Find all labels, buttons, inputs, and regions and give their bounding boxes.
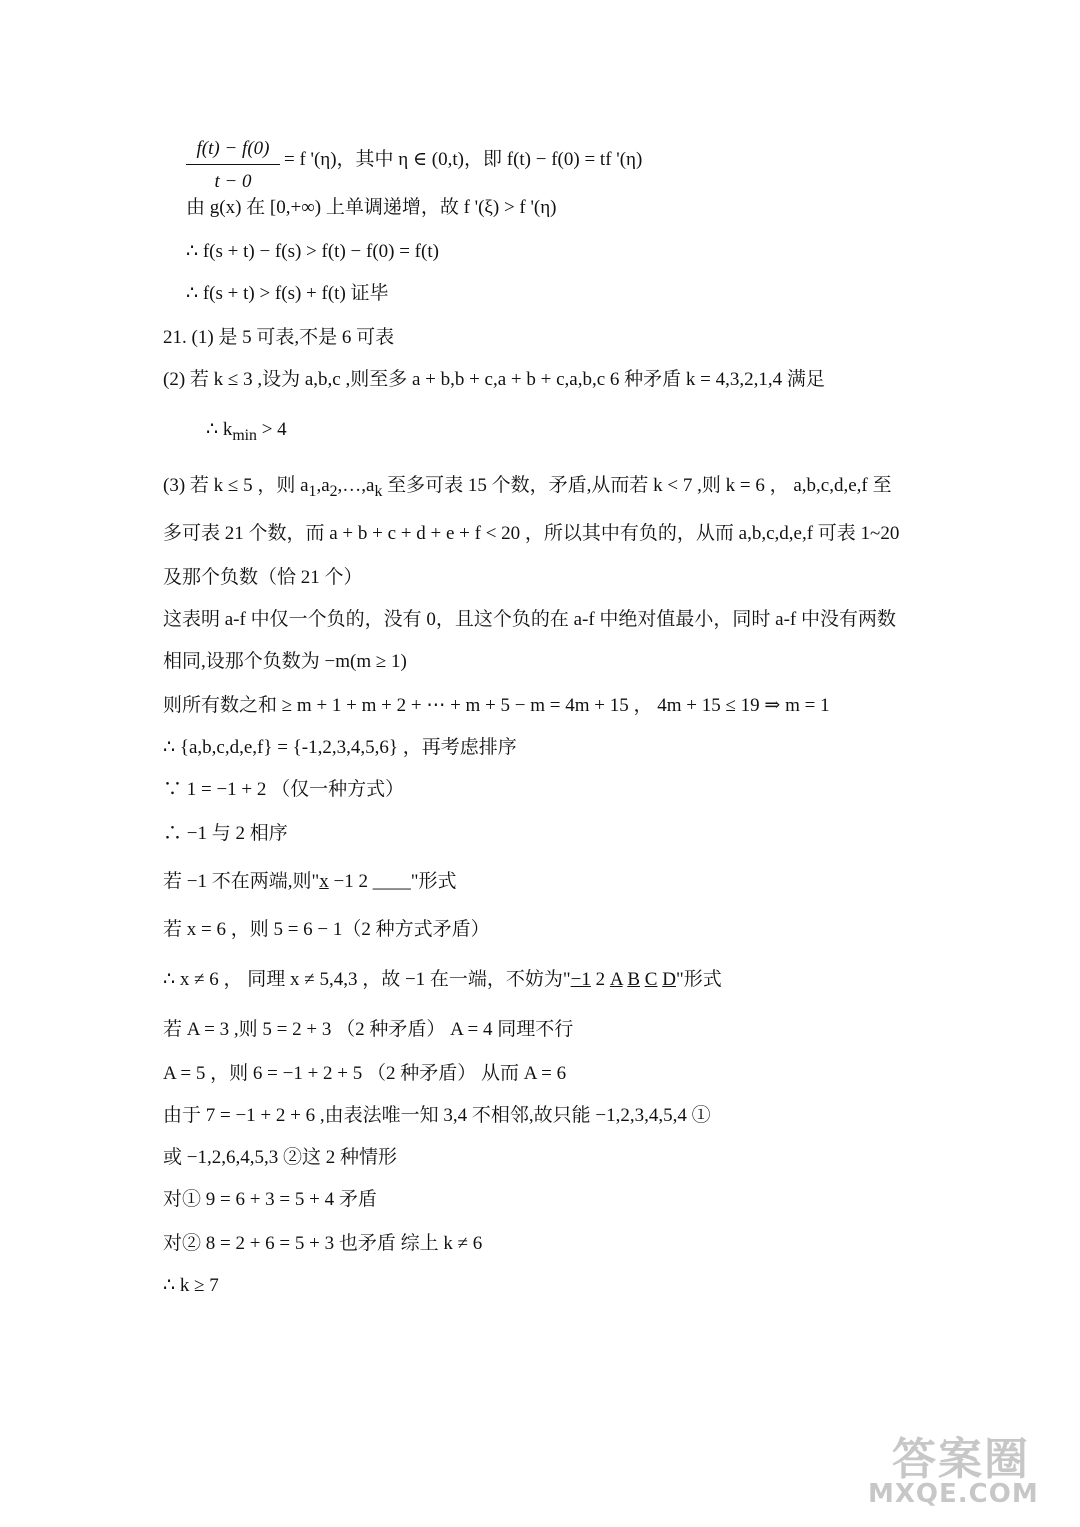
- watermark: [862, 1423, 1052, 1515]
- text-line: ∴ x ≠ 6 ， 同理 x ≠ 5,4,3 ，故 −1 在一端，不妨为"−1 2 A B C D"形式: [163, 969, 722, 990]
- fraction-denominator: t − 0: [214, 171, 252, 192]
- text-line: 若 x = 6 ，则 5 = 6 − 1（2 种方式矛盾）: [163, 919, 490, 940]
- text-line: 由 g(x) 在 [0,+∞) 上单调递增，故 f '(ξ) > f '(η): [186, 197, 557, 218]
- text-line: 21. (1) 是 5 可表,不是 6 可表: [163, 327, 395, 348]
- text-line: 或 −1,2,6,4,5,3 ②这 2 种情形: [163, 1147, 397, 1168]
- watermark-logo: 答案圈: [892, 1434, 1030, 1485]
- text-line: 由于 7 = −1 + 2 + 6 ,由表法唯一知 3,4 不相邻,故只能 −1,2,3,4,5,4 ①: [163, 1105, 711, 1126]
- text-line: (2) 若 k ≤ 3 ,设为 a,b,c ,则至多 a + b,b + c,a + b + c,a,b,c 6 种矛盾 k = 4,3,2,1,4 满足: [163, 369, 825, 390]
- text-line: (3) 若 k ≤ 5 ，则 $a_1,a_2,\dots,a_k$ 至多可表 15 个数，矛盾,从而若 k < 7 ,则 k = 6 ， a,b,c,d,e,f 至: [163, 475, 892, 500]
- text-line: 若 A = 3 ,则 5 = 2 + 3 （2 种矛盾） A = 4 同理不行: [163, 1019, 574, 1040]
- text-line: 对② 8 = 2 + 6 = 5 + 3 也矛盾 综上 k ≠ 6: [163, 1233, 483, 1254]
- text-line: = f '(η)，其中 η ∈ (0,t)，即 f(t) − f(0) = tf '(η): [284, 149, 643, 170]
- text-line: 若 −1 不在两端,则"x −1 2 ____"形式: [163, 871, 457, 892]
- watermark-site: MXQE.COM: [868, 1479, 1039, 1509]
- text-line: ∴ −1 与 2 相序: [163, 823, 288, 844]
- text-line: 相同,设那个负数为 −m(m ≥ 1): [163, 651, 407, 672]
- text-line: ∴ k ≥ 7: [163, 1275, 219, 1296]
- text-line: 这表明 a-f 中仅一个负的，没有 0，且这个负的在 a-f 中绝对值最小，同时 a-f 中没有两数: [163, 609, 897, 630]
- text-line: ∴ f(s + t) > f(s) + f(t) 证毕: [186, 283, 389, 304]
- fraction: [186, 138, 280, 193]
- text-line: 对① 9 = 6 + 3 = 5 + 4 矛盾: [163, 1189, 377, 1210]
- text-line: A = 5 ，则 6 = −1 + 2 + 5 （2 种矛盾） 从而 A = 6: [163, 1063, 567, 1084]
- text-line: 多可表 21 个数，而 a + b + c + d + e + f < 20 ，所以其中有负的，从而 a,b,c,d,e,f 可表 1~20: [163, 523, 900, 544]
- text-line: ∴ f(s + t) − f(s) > f(t) − f(0) = f(t): [186, 241, 439, 262]
- text-line: ∵ 1 = −1 + 2 （仅一种方式）: [163, 779, 405, 800]
- text-line: ∴ $k_{min} > 4$: [206, 419, 287, 444]
- text-line: 则所有数之和 ≥ m + 1 + m + 2 + ⋯ + m + 5 − m = 4m + 15 ， 4m + 15 ≤ 19 ⇒ m = 1: [163, 695, 830, 716]
- text-line: ∴ {a,b,c,d,e,f} = {-1,2,3,4,5,6} ，再考虑排序: [163, 737, 517, 758]
- fraction-numerator: f(t) − f(0): [186, 138, 280, 165]
- text-line: 及那个负数（恰 21 个）: [163, 567, 363, 588]
